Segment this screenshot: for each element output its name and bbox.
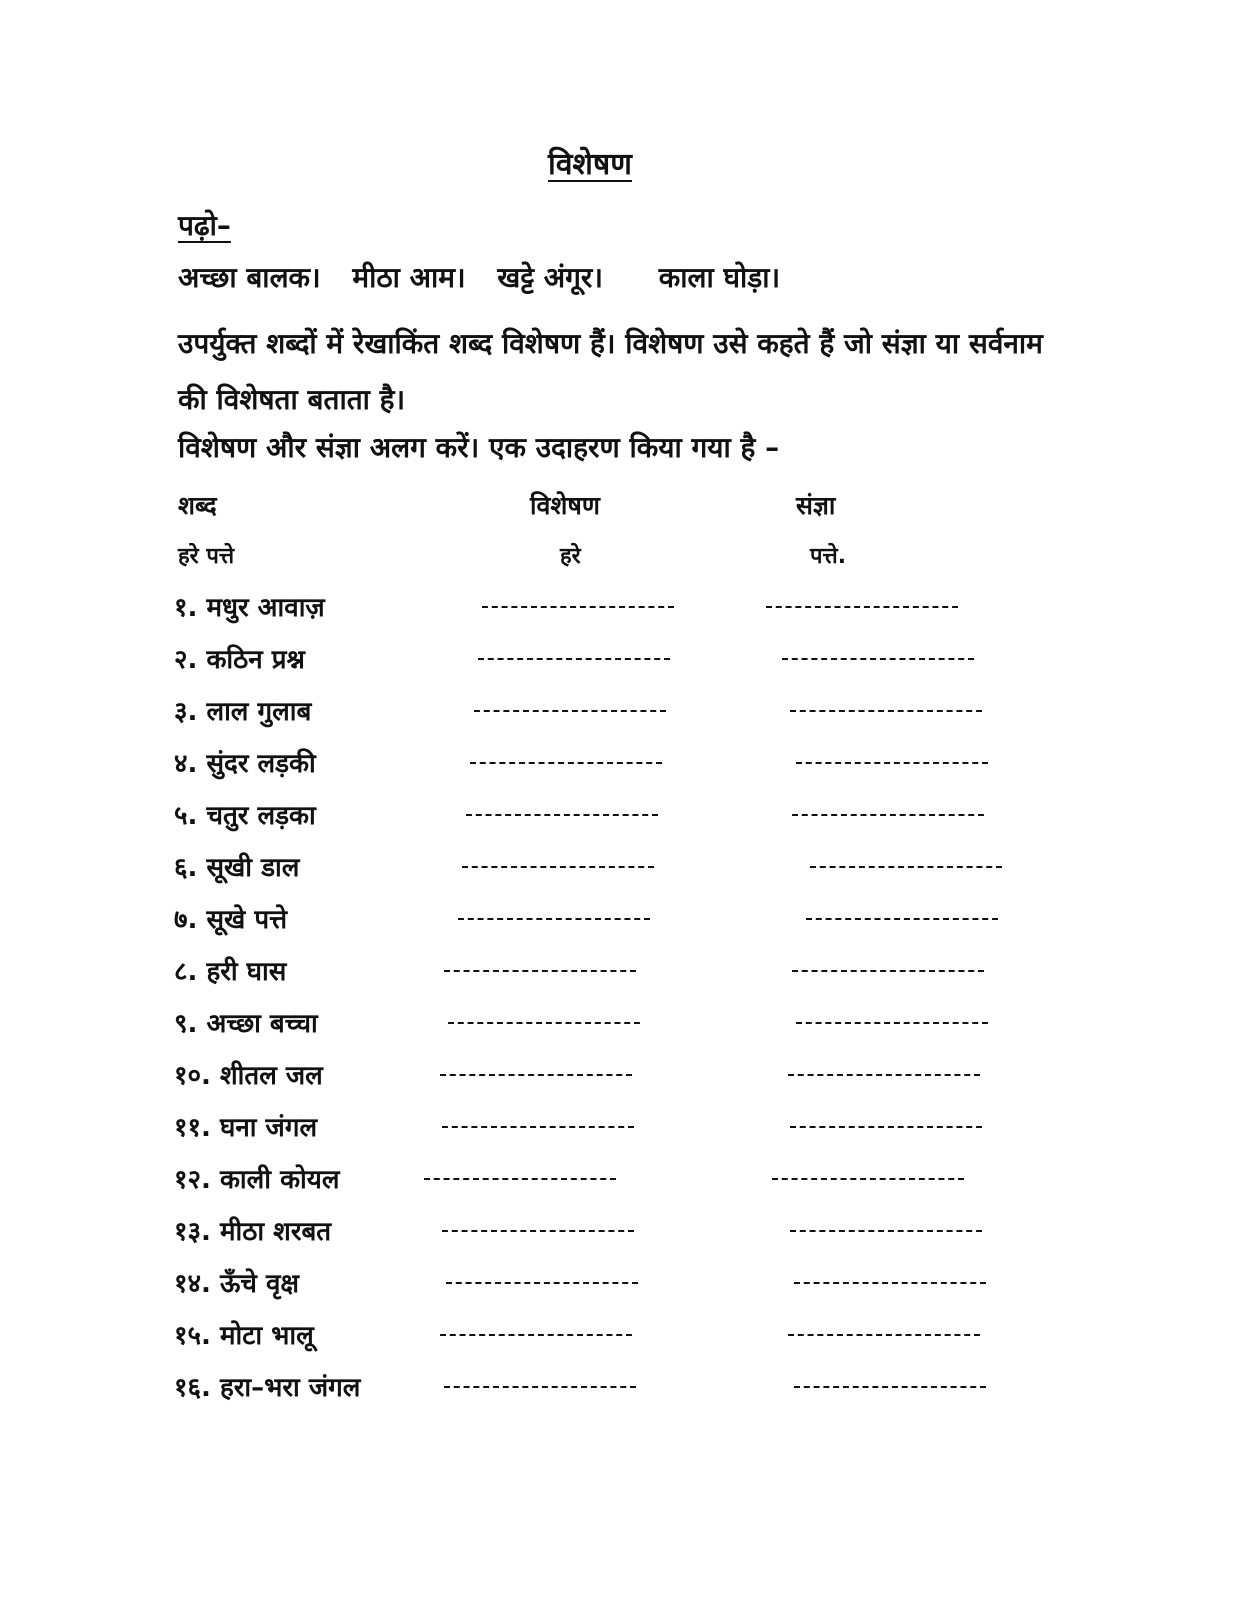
noun-answer-blank[interactable]	[796, 744, 988, 774]
header-adjective: विशेषण	[530, 491, 600, 520]
exercise-row	[0, 792, 1236, 844]
adjective-answer-blank[interactable]	[440, 1056, 632, 1086]
exercise-row	[0, 948, 1236, 1000]
title-text: विशेषण	[548, 147, 632, 182]
exercise-phrase: १०. शीतल जल	[174, 1061, 323, 1091]
exercise-phrase: ४. सुंदर लड़की	[174, 749, 316, 779]
adjective-answer-blank[interactable]	[446, 1264, 638, 1294]
noun-answer-blank[interactable]	[772, 1160, 964, 1190]
noun-answer-blank[interactable]	[782, 640, 974, 670]
exercise-phrase: ६. सूखी डाल	[174, 853, 300, 883]
adjective-answer-blank[interactable]	[482, 588, 674, 618]
noun-answer-blank[interactable]	[794, 1264, 986, 1294]
example-word: हरे पत्ते	[178, 544, 235, 569]
exercise-row	[0, 1364, 1236, 1416]
noun-answer-blank[interactable]	[790, 692, 982, 722]
exercise-row	[0, 1000, 1236, 1052]
exercise-row	[0, 1156, 1236, 1208]
adjective-answer-blank[interactable]	[470, 744, 662, 774]
noun-answer-blank[interactable]	[792, 796, 984, 826]
example-phrase: खट्टे अंगूर।	[497, 261, 603, 294]
exercise-phrase: १६. हरा–भरा जंगल	[174, 1373, 361, 1403]
adjective-answer-blank[interactable]	[440, 1316, 632, 1346]
exercise-row	[0, 896, 1236, 948]
exercise-phrase: ७. सूखे पत्ते	[174, 905, 288, 935]
adjective-answer-blank[interactable]	[442, 1212, 634, 1242]
exercise-row	[0, 1104, 1236, 1156]
example-phrases	[178, 258, 780, 296]
exercise-row	[0, 584, 1236, 636]
exercise-phrase: १. मधुर आवाज़	[174, 593, 325, 623]
exercise-row	[0, 1312, 1236, 1364]
adjective-answer-blank[interactable]	[474, 692, 666, 722]
exercise-row	[0, 1260, 1236, 1312]
adjective-answer-blank[interactable]	[424, 1160, 616, 1190]
instruction-text: पढ़ो–	[178, 209, 231, 242]
exercise-list	[0, 584, 1236, 1416]
noun-answer-blank[interactable]	[796, 1004, 988, 1034]
example-phrase: अच्छा बालक।	[178, 261, 321, 294]
header-word: शब्द	[178, 491, 217, 520]
noun-answer-blank[interactable]	[790, 1108, 982, 1138]
adjective-answer-blank[interactable]	[462, 848, 654, 878]
exercise-phrase: १३. मीठा शरबत	[174, 1217, 332, 1247]
example-noun: पत्ते.	[810, 544, 847, 569]
noun-answer-blank[interactable]	[810, 848, 1002, 878]
exercise-row	[0, 740, 1236, 792]
adjective-answer-blank[interactable]	[448, 1004, 640, 1034]
exercise-phrase: १५. मोटा भालू	[174, 1321, 314, 1351]
exercise-row	[0, 688, 1236, 740]
task-instruction: विशेषण और संज्ञा अलग करें। एक उदाहरण किया गया है –	[178, 431, 780, 464]
exercise-row	[0, 1052, 1236, 1104]
noun-answer-blank[interactable]	[790, 1212, 982, 1242]
instruction	[178, 206, 231, 244]
exercise-phrase: ३. लाल गुलाब	[174, 697, 312, 727]
noun-answer-blank[interactable]	[792, 952, 984, 982]
exercise-row	[0, 1208, 1236, 1260]
exercise-row	[0, 636, 1236, 688]
adjective-answer-blank[interactable]	[442, 1108, 634, 1138]
exercise-phrase: १२. काली कोयल	[174, 1165, 340, 1195]
example-phrase: काला घोड़ा।	[658, 261, 781, 294]
example-adjective: हरे	[560, 544, 581, 569]
exercise-phrase: ९. अच्छा बच्चा	[174, 1009, 318, 1039]
adjective-answer-blank[interactable]	[478, 640, 670, 670]
noun-answer-blank[interactable]	[766, 588, 958, 618]
header-noun: संज्ञा	[796, 491, 836, 520]
exercise-row	[0, 844, 1236, 896]
noun-answer-blank[interactable]	[788, 1316, 980, 1346]
noun-answer-blank[interactable]	[806, 900, 998, 930]
adjective-answer-blank[interactable]	[466, 796, 658, 826]
explanation-paragraph: उपर्युक्त शब्दों में रेखाकिंत शब्द विशेषण हैं। विशेषण उसे कहते हैं जो संज्ञा या सर्वनाम की विशेषता बताता है।	[178, 327, 1043, 416]
noun-answer-blank[interactable]	[788, 1056, 980, 1086]
example-phrase: मीठा आम।	[352, 261, 466, 294]
page-title	[0, 142, 1180, 183]
exercise-phrase: ५. चतुर लड़का	[174, 801, 316, 831]
noun-answer-blank[interactable]	[794, 1368, 986, 1398]
exercise-phrase: १४. ऊँचे वृक्ष	[174, 1269, 300, 1299]
adjective-answer-blank[interactable]	[444, 1368, 636, 1398]
adjective-answer-blank[interactable]	[458, 900, 650, 930]
adjective-answer-blank[interactable]	[444, 952, 636, 982]
exercise-phrase: ११. घना जंगल	[174, 1113, 318, 1143]
exercise-phrase: २. कठिन प्रश्न	[174, 645, 305, 675]
exercise-phrase: ८. हरी घास	[174, 957, 287, 987]
